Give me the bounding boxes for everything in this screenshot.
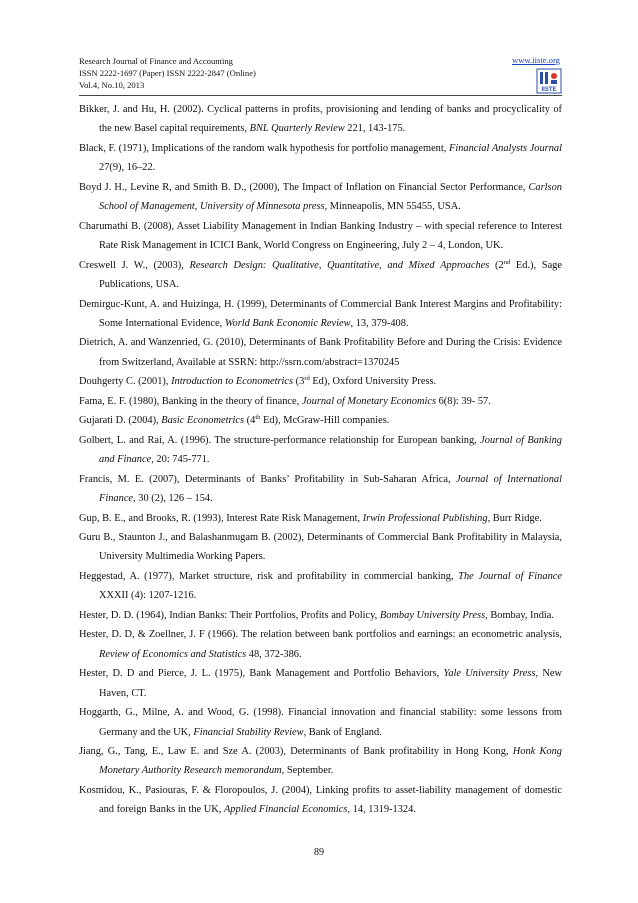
iiste-logo (536, 68, 562, 94)
reference-entry: Heggestad, A. (1977), Market structure, risk and profitability in commercial banking, The Journal of Finance XXXII (4): 1207-1216. (79, 570, 562, 602)
reference-entry: Douhgerty C. (2001), Introduction to Econometrics (3rd Ed), Oxford University Press. (79, 375, 437, 388)
page-number: 89 (314, 847, 324, 858)
issn-line: ISSN 2222-1697 (Paper) ISSN 2222-2847 (Online) (79, 68, 256, 79)
running-header (79, 55, 256, 92)
reference-entry: Guru B., Staunton J., and Balashanmugam B. (2002), Determinants of Commercial Bank Profitability in Malaysia, University Multimedia Working Papers. (79, 531, 562, 563)
reference-entry: Golbert, L. and Rai, A. (1996). The structure-performance relationship for European banking, Journal of Banking and Finance, 20: 745-771. (79, 434, 562, 466)
header-rule (79, 95, 562, 96)
reference-entry: Creswell J. W., (2003), Research Design: Qualitative, Quantitative, and Mixed Approaches (2nd Ed.), Sage Publications, USA. (79, 258, 562, 291)
reference-entry: Fama, E. F. (1980), Banking in the theory of finance, Journal of Monetary Economics 6(8): 39- 57. (79, 395, 491, 407)
reference-list (79, 100, 562, 820)
journal-title: Research Journal of Finance and Accounting (79, 56, 233, 66)
volume-line: Vol.4, No.10, 2013 (79, 80, 145, 91)
reference-entry: Kosmidou, K., Pasiouras, F. & Floropoulos, J. (2004), Linking profits to asset-liability management of domestic and foreign Banks in the UK, Applied Financial Economics, 14, 1319-1324. (79, 784, 562, 816)
reference-entry: Hoggarth, G., Milne, A. and Wood, G. (1998). Financial innovation and financial stability: some lessons from Germany and the UK, Financial Stability Review, Bank of England. (79, 707, 562, 738)
reference-entry: Gup, B. E., and Brooks, R. (1993), Interest Rate Risk Management, Irwin Professional Publishing, Burr Ridge. (79, 512, 542, 524)
reference-entry: Black, F. (1971), Implications of the random walk hypothesis for portfolio management, Financial Analysts Journal 27(9), 16–22. (79, 142, 562, 174)
reference-entry: Hester, D. D. (1964), Indian Banks: Their Portfolios, Profits and Policy, Bombay University Press, Bombay, India. (79, 609, 554, 621)
reference-entry: Charumathi B. (2008), Asset Liability Management in Indian Banking Industry – with special reference to Interest Rate Risk Management in ICICI Bank, World Congress on Engineering, July 2 – 4, London, UK. (79, 220, 562, 252)
reference-entry: Demirguc-Kunt, A. and Huizinga, H. (1999), Determinants of Commercial Bank Interest Margins and Profitability: Some International Evidence, World Bank Economic Review, 13, 379-408. (79, 298, 562, 329)
reference-entry: Gujarati D. (2004), Basic Econometrics (4th Ed), McGraw-Hill companies. (79, 414, 390, 427)
logo-text: IISTE (541, 87, 557, 93)
reference-entry: Hester, D. D, & Zoellner, J. F (1966). The relation between bank portfolios and earnings: an econometric analysis, Review of Economics and Statistics 48, 372-386. (79, 629, 562, 660)
reference-entry: Dietrich, A. and Wanzenried, G. (2010), Determinants of Bank Profitability Before and During the Crisis: Evidence from Switzerland, Available at SSRN: http://ssrn.com/abstract=1370245 (79, 337, 562, 368)
reference-entry: Jiang, G., Tang, E., Law E. and Sze A. (2003), Determinants of Bank profitability in Hong Kong, Honk Kong Monetary Authority Research memorandum, September. (79, 745, 563, 777)
journal-url-link[interactable]: www.iiste.org (512, 55, 560, 65)
reference-entry: Francis, M. E. (2007), Determinants of Banks’ Profitability in Sub-Saharan Africa, Journal of International Finance, 30 (2), 126 – 154. (79, 473, 562, 505)
reference-entry: Bikker, J. and Hu, H. (2002). Cyclical patterns in profits, provisioning and lending of banks and procyclicality of the new Basel capital requirements, BNL Quarterly Review 221, 143-175. (79, 104, 562, 135)
reference-entry: Boyd J. H., Levine R, and Smith B. D., (2000), The Impact of Inflation on Financial Sector Performance, Carlson School of Management, University of Minnesota press, Minneapolis, MN 55455, USA. (79, 181, 562, 213)
reference-entry: Hester, D. D and Pierce, J. L. (1975), Bank Management and Portfolio Behaviors, Yale University Press, New Haven, CT. (79, 668, 562, 699)
